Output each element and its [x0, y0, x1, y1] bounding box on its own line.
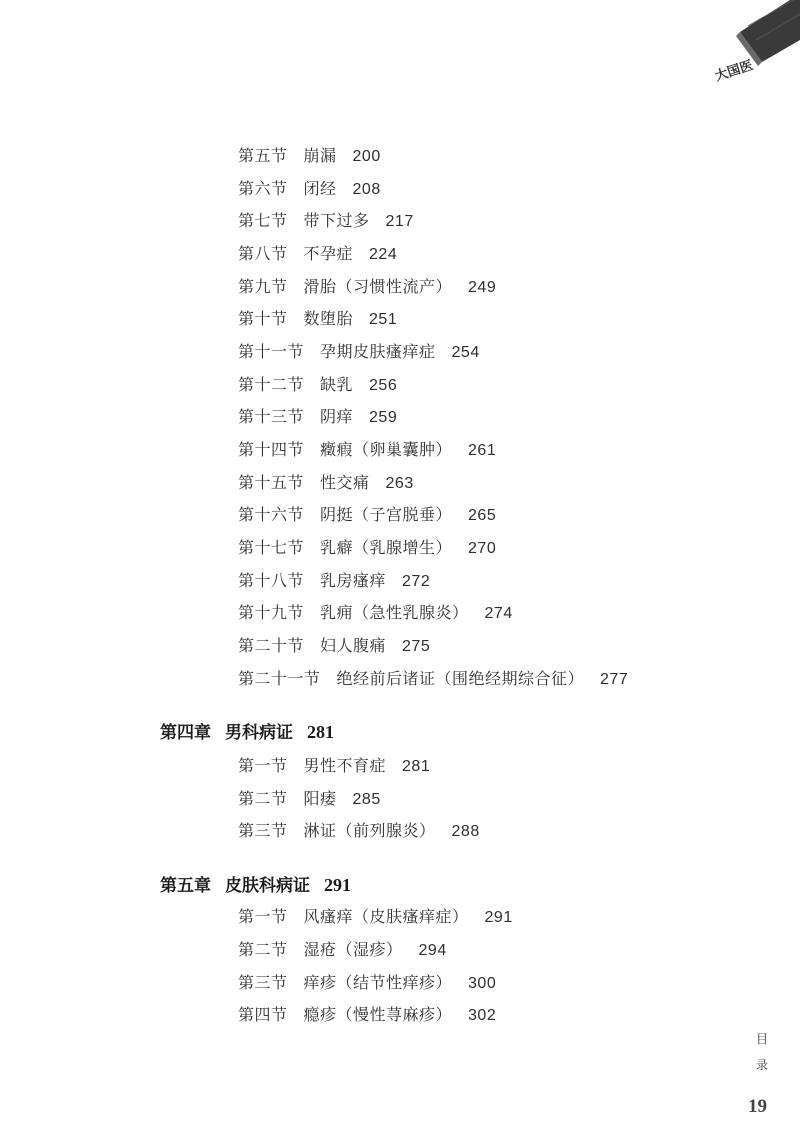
section-number: 第五节 — [238, 146, 288, 165]
section-title: 阳痿 — [303, 789, 337, 808]
section-page: 288 — [451, 823, 480, 840]
section-title: 不孕症 — [303, 244, 354, 263]
section-number: 第三节 — [238, 821, 288, 840]
section-number: 第十九节 — [238, 603, 305, 622]
toc-entry[interactable] — [238, 274, 496, 300]
toc-entry[interactable] — [238, 404, 397, 430]
section-title: 滑胎（习惯性流产） — [303, 277, 453, 296]
section-page: 249 — [468, 279, 497, 296]
toc-entry[interactable] — [238, 666, 628, 692]
section-page: 275 — [402, 638, 431, 655]
section-title: 带下过多 — [303, 211, 370, 230]
section-number: 第三节 — [238, 973, 288, 992]
section-number: 第六节 — [238, 179, 288, 198]
section-title: 性交痛 — [320, 473, 370, 492]
section-page: 259 — [369, 409, 398, 426]
section-number: 第一节 — [238, 907, 288, 926]
toc-entry[interactable] — [238, 470, 414, 496]
section-page: 217 — [385, 213, 414, 230]
section-page: 291 — [484, 909, 513, 926]
toc-entry[interactable] — [238, 753, 430, 779]
section-number: 第二十节 — [238, 636, 305, 655]
toc-entry[interactable] — [238, 372, 397, 398]
section-number: 第十一节 — [238, 342, 305, 361]
section-title: 孕期皮肤瘙痒症 — [320, 342, 436, 361]
chapter-heading[interactable] — [160, 871, 351, 899]
section-title: 阴痒 — [320, 407, 354, 426]
toc-entry[interactable] — [238, 502, 496, 528]
toc-entry[interactable] — [238, 241, 397, 267]
section-page: 281 — [402, 758, 431, 775]
chapter-page: 281 — [307, 722, 334, 742]
section-number: 第七节 — [238, 211, 288, 230]
section-title: 绝经前后诸证（围绝经期综合征） — [336, 669, 585, 688]
toc-entry[interactable] — [238, 176, 381, 202]
section-number: 第四节 — [238, 1005, 288, 1024]
section-page: 285 — [352, 791, 381, 808]
toc-entry[interactable] — [238, 1002, 496, 1028]
section-number: 第二十一节 — [238, 669, 321, 688]
logo-text: 大国医 — [713, 58, 755, 85]
section-title: 乳痈（急性乳腺炎） — [320, 603, 469, 622]
section-title: 痒疹（结节性痒疹） — [303, 973, 453, 992]
toc-entry[interactable] — [238, 535, 496, 561]
section-page: 270 — [468, 540, 497, 557]
toc-entry[interactable] — [238, 786, 381, 812]
section-number: 第二节 — [238, 789, 288, 808]
toc-entry[interactable] — [238, 937, 447, 963]
section-page: 251 — [369, 311, 398, 328]
toc-entry[interactable] — [238, 818, 480, 844]
toc-entry[interactable] — [238, 306, 397, 332]
section-page: 272 — [402, 573, 431, 590]
section-title: 乳癖（乳腺增生） — [320, 538, 453, 557]
section-number: 第八节 — [238, 244, 288, 263]
chapter-number: 第五章 — [160, 876, 211, 896]
section-page: 265 — [468, 507, 497, 524]
toc-entry[interactable] — [238, 568, 430, 594]
section-title: 瘾疹（慢性荨麻疹） — [303, 1005, 453, 1024]
toc-entry[interactable] — [238, 904, 513, 930]
section-page: 224 — [369, 246, 398, 263]
section-number: 第十四节 — [238, 440, 305, 459]
section-number: 第二节 — [238, 940, 288, 959]
section-number: 第十六节 — [238, 505, 305, 524]
section-title: 缺乳 — [320, 375, 354, 394]
section-title: 湿疮（湿疹） — [303, 940, 403, 959]
section-number: 第十七节 — [238, 538, 305, 557]
page-number: 19 — [748, 1096, 767, 1117]
section-page: 256 — [369, 377, 398, 394]
toc-entry[interactable] — [238, 600, 513, 626]
section-page: 261 — [468, 442, 497, 459]
section-page: 302 — [468, 1007, 497, 1024]
section-title: 崩漏 — [303, 146, 337, 165]
section-page: 200 — [352, 148, 381, 165]
section-title: 数堕胎 — [303, 309, 354, 328]
chapter-number: 第四章 — [160, 723, 211, 743]
toc-entry[interactable] — [238, 208, 414, 234]
section-title: 妇人腹痛 — [320, 636, 387, 655]
section-number: 第十二节 — [238, 375, 305, 394]
section-page: 300 — [468, 975, 497, 992]
side-label-char: 目 — [756, 1032, 769, 1046]
section-number: 第十节 — [238, 309, 288, 328]
toc-entry[interactable] — [238, 437, 496, 463]
toc-entry[interactable] — [238, 143, 381, 169]
section-title: 阴挺（子宫脱垂） — [320, 505, 453, 524]
section-number: 第十三节 — [238, 407, 305, 426]
chapter-title: 男科病证 — [225, 723, 293, 743]
section-page: 277 — [600, 671, 629, 688]
section-title: 淋证（前列腺炎） — [303, 821, 436, 840]
section-number: 第十五节 — [238, 473, 305, 492]
section-number: 第九节 — [238, 277, 288, 296]
section-title: 癥瘕（卵巢囊肿） — [320, 440, 453, 459]
chapter-page: 291 — [324, 875, 351, 895]
chapter-title: 皮肤科病证 — [225, 876, 310, 896]
section-number: 第十八节 — [238, 571, 305, 590]
section-page: 294 — [418, 942, 447, 959]
section-page: 263 — [385, 475, 414, 492]
side-label-char: 录 — [756, 1058, 769, 1072]
toc-entry[interactable] — [238, 339, 480, 365]
section-title: 闭经 — [303, 179, 337, 198]
section-page: 208 — [352, 181, 381, 198]
toc-entry[interactable] — [238, 970, 496, 996]
section-page: 254 — [451, 344, 480, 361]
toc-entry[interactable] — [238, 633, 430, 659]
section-title: 男性不育症 — [303, 756, 387, 775]
section-number: 第一节 — [238, 756, 288, 775]
section-title: 乳房瘙痒 — [320, 571, 387, 590]
section-title: 风瘙痒（皮肤瘙痒症） — [303, 907, 469, 926]
chapter-heading[interactable] — [160, 718, 334, 746]
section-page: 274 — [484, 605, 513, 622]
